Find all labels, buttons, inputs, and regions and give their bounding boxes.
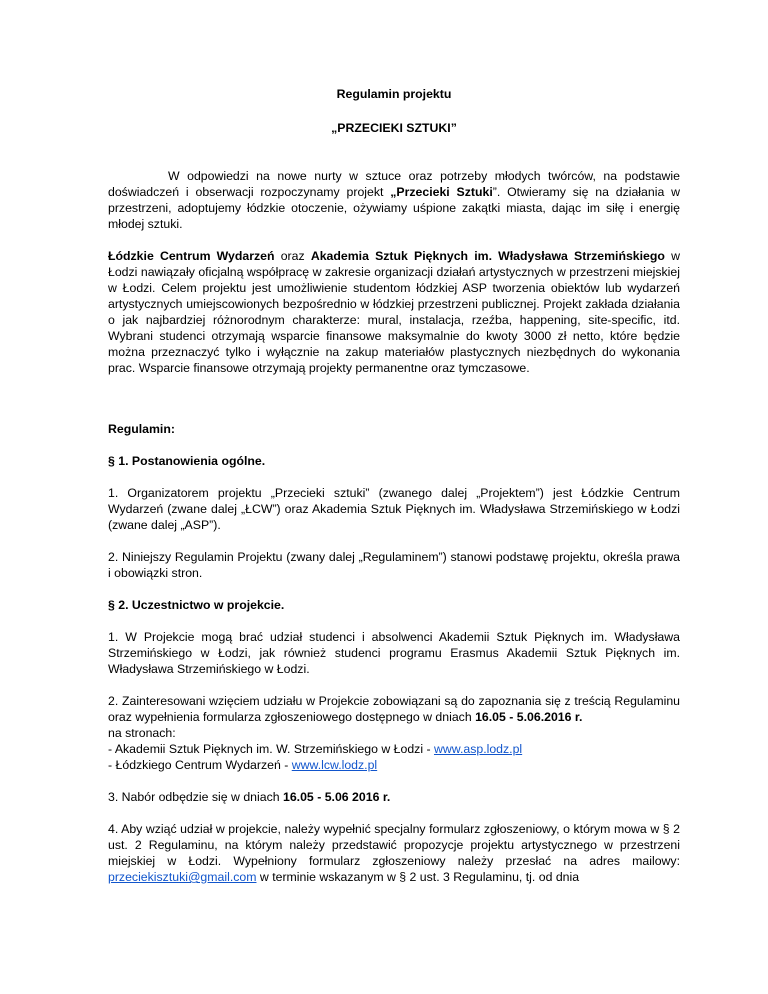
contact-email-link[interactable]: przeciekisztuki@gmail.com — [108, 870, 257, 884]
section-1-point-2: 2. Niniejszy Regulamin Projektu (zwany dalej „Regulaminem”) stanowi podstawę projektu, określa prawa i obowiązki stron. — [108, 550, 680, 580]
point-4-text: 4. Aby wziąć udział w projekcie, należy wypełnić specjalny formularz zgłoszeniowy, o którym mowa w § 2 ust. 2 Regulaminu, na którym należy przedstawić propozycje projektu artystycznego w przestrzeni miejskiej w Łodzi. Wypełniony formularz zgłoszeniowy należy przesłać na adres mailowy: — [108, 822, 680, 868]
point-3-dates: 16.05 - 5.06 2016 r. — [283, 790, 391, 804]
regulamin-heading: Regulamin: — [108, 422, 175, 436]
intro-paragraph — [108, 168, 680, 232]
document-title: Regulamin projektu — [336, 87, 452, 101]
section-2-point-4 — [108, 821, 680, 885]
section-2-point-2 — [108, 693, 680, 773]
partners-text: w Łodzi nawiązały oficjalną współpracę w zakresie organizacji działań artystycznych w przestrzeni miejskiej w Łodzi. Celem projektu jest umożliwienie studentom łódzkiej ASP tworzenia obiektów lub wydarzeń artystycznych umiejscowionych bezpośrednio w łódzkiej przestrzeni publicznej. Projekt zakłada działania o jak najbardziej różnorodnym charakterze: mural, instalacja, rzeźba, happening, site-specific, itd. Wybrani studenci otrzymają wsparcie finansowe maksymalnie do kwoty 3000 zł netto, które będzie można przeznaczyć tylko i wyłącznie na zakup materiałów plastycznych niezbędnych do wykonania prac. Wsparcie finansowe otrzymają projekty permanentne oraz tymczasowe. — [108, 249, 680, 375]
point-2-sites-label: na stronach: — [108, 726, 176, 740]
point-2-dates: 16.05 - 5.06.2016 r. — [475, 710, 583, 724]
partners-paragraph — [108, 248, 680, 376]
intro-brand: „Przecieki Sztuki — [390, 185, 493, 199]
project-name: „PRZECIEKI SZTUKI” — [331, 121, 457, 135]
partners-and: oraz — [274, 249, 311, 263]
site-asp-label: - Akademii Sztuk Pięknych im. W. Strzemińskiego w Łodzi - — [108, 742, 434, 756]
site-lcw-label: - Łódzkiego Centrum Wydarzeń - — [108, 758, 292, 772]
asp-website-link[interactable]: www.asp.lodz.pl — [433, 742, 523, 756]
point-2-site-asp — [108, 741, 680, 757]
point-3-text: 3. Nabór odbędzie się w dniach — [108, 790, 283, 804]
section-2-point-1: 1. W Projekcie mogą brać udział studenci i absolwenci Akademii Sztuk Pięknych im. Władysława Strzemińskiego w Łodzi, jak również studenci programu Erasmus Akademii Sztuk Pięknych im. Władysława Strzemińskiego w Łodzi. — [108, 630, 680, 676]
partner-lcw: Łódzkie Centrum Wydarzeń — [108, 249, 275, 263]
partner-asp: Akademia Sztuk Pięknych im. Władysława Strzemińskiego — [310, 249, 665, 263]
section-1-heading: § 1. Postanowienia ogólne. — [108, 454, 266, 468]
point-2-text: 2. Zainteresowani wzięciem udziału w Projekcie zobowiązani są do zapoznania się z treścią Regulaminu oraz wypełnienia formularza zgłoszeniowego dostępnego w dniach — [108, 694, 680, 724]
section-2-heading: § 2. Uczestnictwo w projekcie. — [108, 598, 285, 612]
section-1-point-1: 1. Organizatorem projektu „Przecieki sztuki” (zwanego dalej „Projektem”) jest Łódzkie Centrum Wydarzeń (zwane dalej „ŁCW”) oraz Akademia Sztuk Pięknych im. Władysława Strzemińskiego w Łodzi (zwane dalej „ASP”). — [108, 486, 680, 532]
intro-text-1: W odpowiedzi na nowe nurty w sztuce oraz potrzeby młodych twórców, na podstawie doświadczeń i obserwacji rozpoczynamy projekt — [108, 169, 680, 199]
point-2-site-lcw — [108, 757, 680, 773]
intro-text-2: ”. Otwieramy się na działania w przestrzeni, adoptujemy łódzkie otoczenie, ożywiamy uśpione zakątki miasta, dając im siłę i energię młodej sztuki. — [108, 185, 680, 231]
point-4-text-end: w terminie wskazanym w § 2 ust. 3 Regulaminu, tj. od dnia — [256, 870, 580, 884]
section-2-point-3 — [108, 789, 680, 805]
lcw-website-link[interactable]: www.lcw.lodz.pl — [291, 758, 378, 772]
